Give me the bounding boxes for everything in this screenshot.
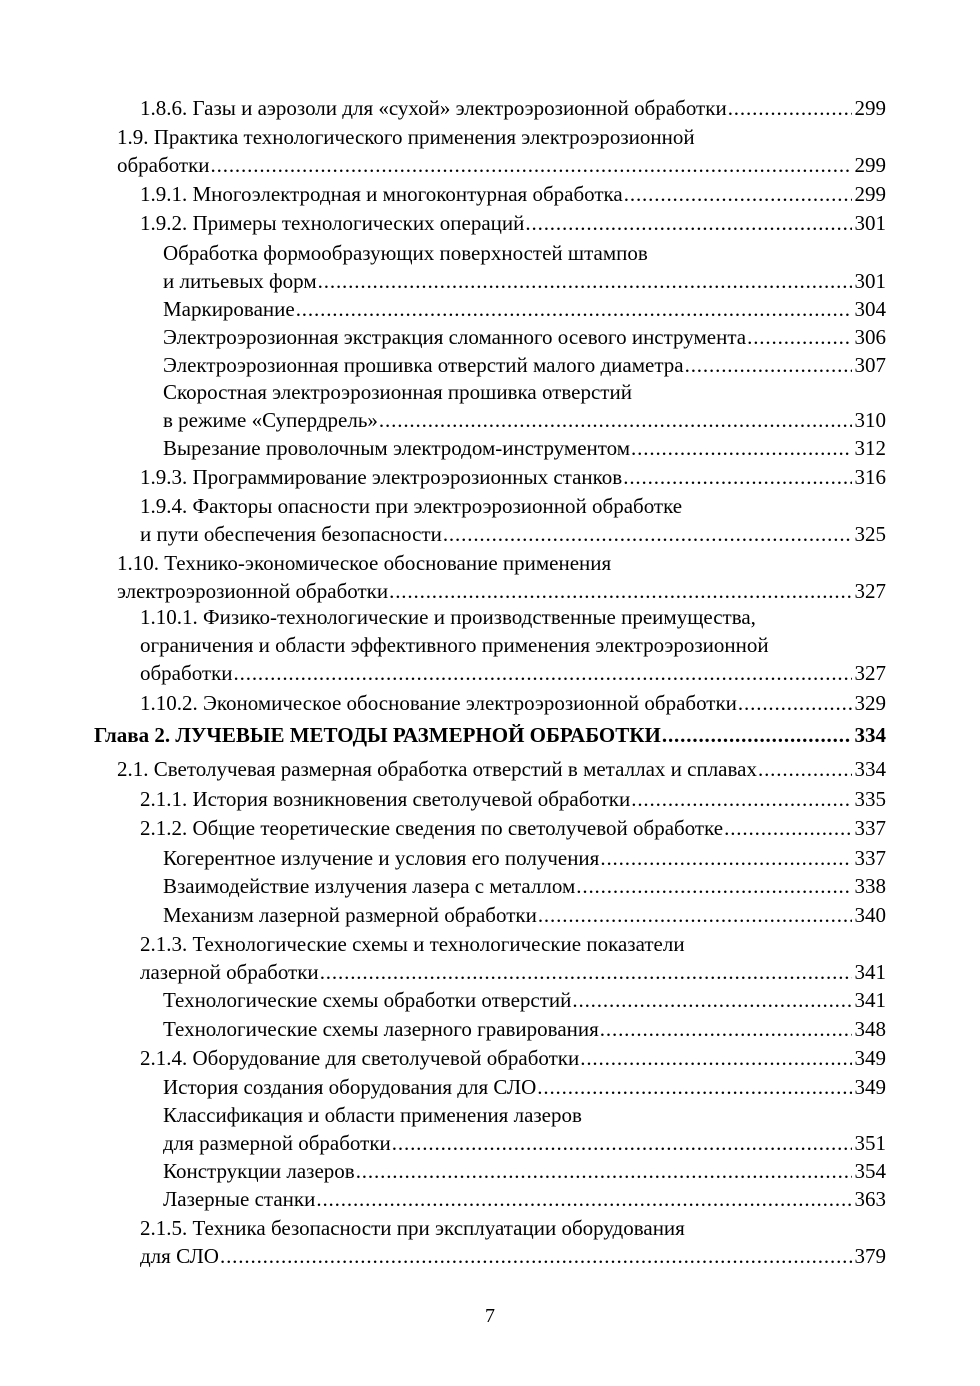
dot-leader [600,1015,852,1044]
toc-entry [0,323,980,352]
toc-entry-line [117,123,886,152]
toc-page-number: 335 [854,787,886,811]
toc-entry [0,1185,980,1214]
toc-entry-title: 1.9.1. Многоэлектродная и многоконтурная обработка [140,182,623,206]
toc-entry-line [140,520,886,549]
toc-page-number: 363 [854,1187,886,1211]
toc-entry-line [140,958,886,987]
dot-leader [631,785,851,814]
toc-entry-line [163,434,886,463]
toc-page-number: 341 [854,960,886,984]
toc-entry-title: Лазерные станки [163,1187,316,1211]
toc-page-number: 340 [854,903,886,927]
toc-entry-line [140,814,886,843]
dot-leader [392,1129,852,1158]
dot-leader [572,986,851,1015]
toc-entry [0,872,980,901]
toc-entry [0,492,980,546]
toc-entry-line [140,1242,886,1271]
toc-page-number: 299 [854,153,886,177]
dot-leader [624,180,852,209]
dot-leader [758,755,852,784]
toc-entry [0,986,980,1015]
dot-leader [747,323,851,352]
toc-page-number: 327 [854,579,886,603]
toc-entry [0,901,980,930]
toc-page-number: 306 [854,325,886,349]
dot-leader [537,1073,851,1102]
toc-entry [0,1214,980,1268]
toc-page-number: 334 [854,723,886,747]
toc-page-number: 329 [854,691,886,715]
toc-entry-title: Обработка формообразующих поверхностей штампов [163,241,648,265]
toc-entry-title: для размерной обработки [163,1131,391,1155]
toc-entry [0,721,980,750]
dot-leader [685,351,852,380]
toc-page-number: 349 [854,1075,886,1099]
toc-entry [0,1157,980,1186]
toc-page-number: 312 [854,436,886,460]
toc-entry [0,930,980,984]
dot-leader [738,689,852,718]
dot-leader [576,872,851,901]
dot-leader [379,406,852,435]
toc-page-number: 349 [854,1046,886,1070]
toc-entry-line [140,930,886,959]
toc-page-number: 301 [854,211,886,235]
toc-entry-title: и литьевых форм [163,269,317,293]
toc-entry-line [163,901,886,930]
dot-leader [580,1044,851,1073]
toc-entry-title: Маркирование [163,297,295,321]
toc-entry-title: Механизм лазерной размерной обработки [163,903,537,927]
toc-entry-title: 2.1.4. Оборудование для светолучевой обработки [140,1046,580,1070]
dot-leader [525,209,851,238]
toc-entry-line [163,986,886,1015]
toc-entry-title: 1.9.4. Факторы опасности при электроэрозионной обработке [140,494,683,518]
toc-entry [0,180,980,209]
toc-entry-title: ограничения и области эффективного применения электроэрозионной [140,633,769,657]
dot-leader [600,844,851,873]
dot-leader [389,577,851,606]
toc-entry-line [163,351,886,380]
dot-leader [623,463,851,492]
toc-entry [0,814,980,843]
toc-entry-line [140,463,886,492]
toc-page-number: 307 [854,353,886,377]
toc-entry-title: Технологические схемы лазерного гравирования [163,1017,599,1041]
toc-entry-title: Глава 2. ЛУЧЕВЫЕ МЕТОДЫ РАЗМЕРНОЙ ОБРАБОТКИ [94,723,661,747]
toc-entry-title: Технологические схемы обработки отверстий [163,988,572,1012]
toc-page-number: 304 [854,297,886,321]
dot-leader [538,901,852,930]
toc-entry-title: Электроэрозионная экстракция сломанного осевого инструмента [163,325,747,349]
toc-entry [0,434,980,463]
toc-entry-line [140,180,886,209]
dot-leader [662,721,852,750]
toc-entry-title: Когерентное излучение и условия его получения [163,846,600,870]
toc-page-number: 351 [854,1131,886,1155]
toc-entry-title: обработки [140,661,233,685]
dot-leader [316,1185,851,1214]
toc-entry-title: История создания оборудования для СЛО [163,1075,537,1099]
toc-entry-line [140,631,886,660]
toc-entry-line [163,295,886,324]
toc-entry [0,209,980,238]
dot-leader [318,267,852,296]
toc-entry-line [163,267,886,296]
toc-entry-line [163,239,886,268]
toc-entry-title: лазерной обработки [140,960,319,984]
toc-entry-title: Конструкции лазеров [163,1159,355,1183]
toc-page-number: 338 [854,874,886,898]
toc-entry-title: 1.9.2. Примеры технологических операций [140,211,525,235]
toc-entry-title: Электроэрозионная прошивка отверстий малого диаметра [163,353,684,377]
dot-leader [631,434,851,463]
toc-entry [0,689,980,718]
toc-entry [0,1044,980,1073]
toc-page-number: 337 [854,846,886,870]
toc-entry [0,94,980,123]
dot-leader [728,94,852,123]
toc-page-number: 354 [854,1159,886,1183]
toc-entry-line [163,1129,886,1158]
toc-entry [0,844,980,873]
toc-page-number: 299 [854,96,886,120]
toc-entry-line [117,151,886,180]
toc-entry-line [163,844,886,873]
toc-entry-line [163,1073,886,1102]
toc-entry-line [117,549,886,578]
toc-entry-title: 2.1.2. Общие теоретические сведения по светолучевой обработке [140,816,724,840]
toc-entry-line [140,1214,886,1243]
toc-entry-line [163,872,886,901]
toc-entry [0,239,980,293]
toc-entry-title: 2.1.3. Технологические схемы и технологические показатели [140,932,685,956]
toc-entry [0,755,980,784]
toc-entry [0,549,980,603]
toc-entry-title: электроэрозионной обработки [117,579,389,603]
toc-entry [0,295,980,324]
toc-entry-line [94,721,886,750]
toc-entry-title: 2.1. Светолучевая размерная обработка отверстий в металлах и сплавах [117,757,757,781]
toc-entry [0,123,980,177]
toc-entry-line [140,94,886,123]
toc-page-number: 348 [854,1017,886,1041]
toc-entry-title: 1.9.3. Программирование электроэрозионных станков [140,465,623,489]
toc-page-number: 310 [854,408,886,432]
dot-leader [356,1157,852,1186]
toc-page-number: 337 [854,816,886,840]
toc-entry-title: в режиме «Супердрель» [163,408,378,432]
toc-entry-title: 2.1.5. Техника безопасности при эксплуатации оборудования [140,1216,685,1240]
toc-entry-line [163,378,886,407]
toc-entry-title: 1.8.6. Газы и аэрозоли для «сухой» электроэрозионной обработки [140,96,727,120]
toc-entry-line [163,1157,886,1186]
toc-entry-line [117,577,886,606]
toc-entry [0,1101,980,1155]
toc-entry-line [140,689,886,718]
toc-entry-title: 1.10.1. Физико-технологические и производственные преимущества, [140,605,756,629]
toc-entry [0,463,980,492]
toc-entry-title: 2.1.1. История возникновения светолучевой обработки [140,787,631,811]
dot-leader [211,151,852,180]
toc-entry-line [117,755,886,784]
toc-page-number: 327 [854,661,886,685]
toc-page-number: 299 [854,182,886,206]
toc-entry-title: 1.10. Технико-экономическое обоснование применения [117,551,612,575]
toc-entry-title: Скоростная электроэрозионная прошивка отверстий [163,380,632,404]
dot-leader [320,958,852,987]
toc-page-number: 334 [854,757,886,781]
toc-entry-title: и пути обеспечения безопасности [140,522,442,546]
toc-page-number: 325 [854,522,886,546]
toc-entry-title: Взаимодействие излучения лазера с металлом [163,874,576,898]
toc-entry-title: Классификация и области применения лазеров [163,1103,582,1127]
page-number: 7 [485,1305,495,1327]
toc-entry-line [163,1015,886,1044]
toc-entry [0,603,980,685]
toc-entry-title: 1.10.2. Экономическое обоснование электроэрозионной обработки [140,691,737,715]
dot-leader [296,295,852,324]
toc-entry-title: для СЛО [140,1244,219,1268]
toc-entry-title: 1.9. Практика технологического применения электроэрозионной [117,125,695,149]
toc-entry-line [163,323,886,352]
toc-entry-line [163,406,886,435]
dot-leader [724,814,851,843]
toc-entry-line [163,1185,886,1214]
toc-entry-line [140,209,886,238]
dot-leader [220,1242,852,1271]
dot-leader [234,659,852,688]
toc-entry-title: Вырезание проволочным электродом-инструментом [163,436,631,460]
toc-page-number: 316 [854,465,886,489]
toc-entry-line [140,785,886,814]
toc-entry-line [163,1101,886,1130]
toc-page-number: 341 [854,988,886,1012]
toc-entry [0,785,980,814]
toc-page-number: 301 [854,269,886,293]
toc-entry [0,351,980,380]
toc-entry-line [140,1044,886,1073]
dot-leader [443,520,852,549]
toc-entry-line [140,492,886,521]
toc-entry-line [140,603,886,632]
toc-entry [0,1073,980,1102]
toc-entry [0,378,980,432]
toc-entry-line [140,659,886,688]
toc-page-number: 379 [854,1244,886,1268]
toc-entry [0,1015,980,1044]
toc-entry-title: обработки [117,153,210,177]
